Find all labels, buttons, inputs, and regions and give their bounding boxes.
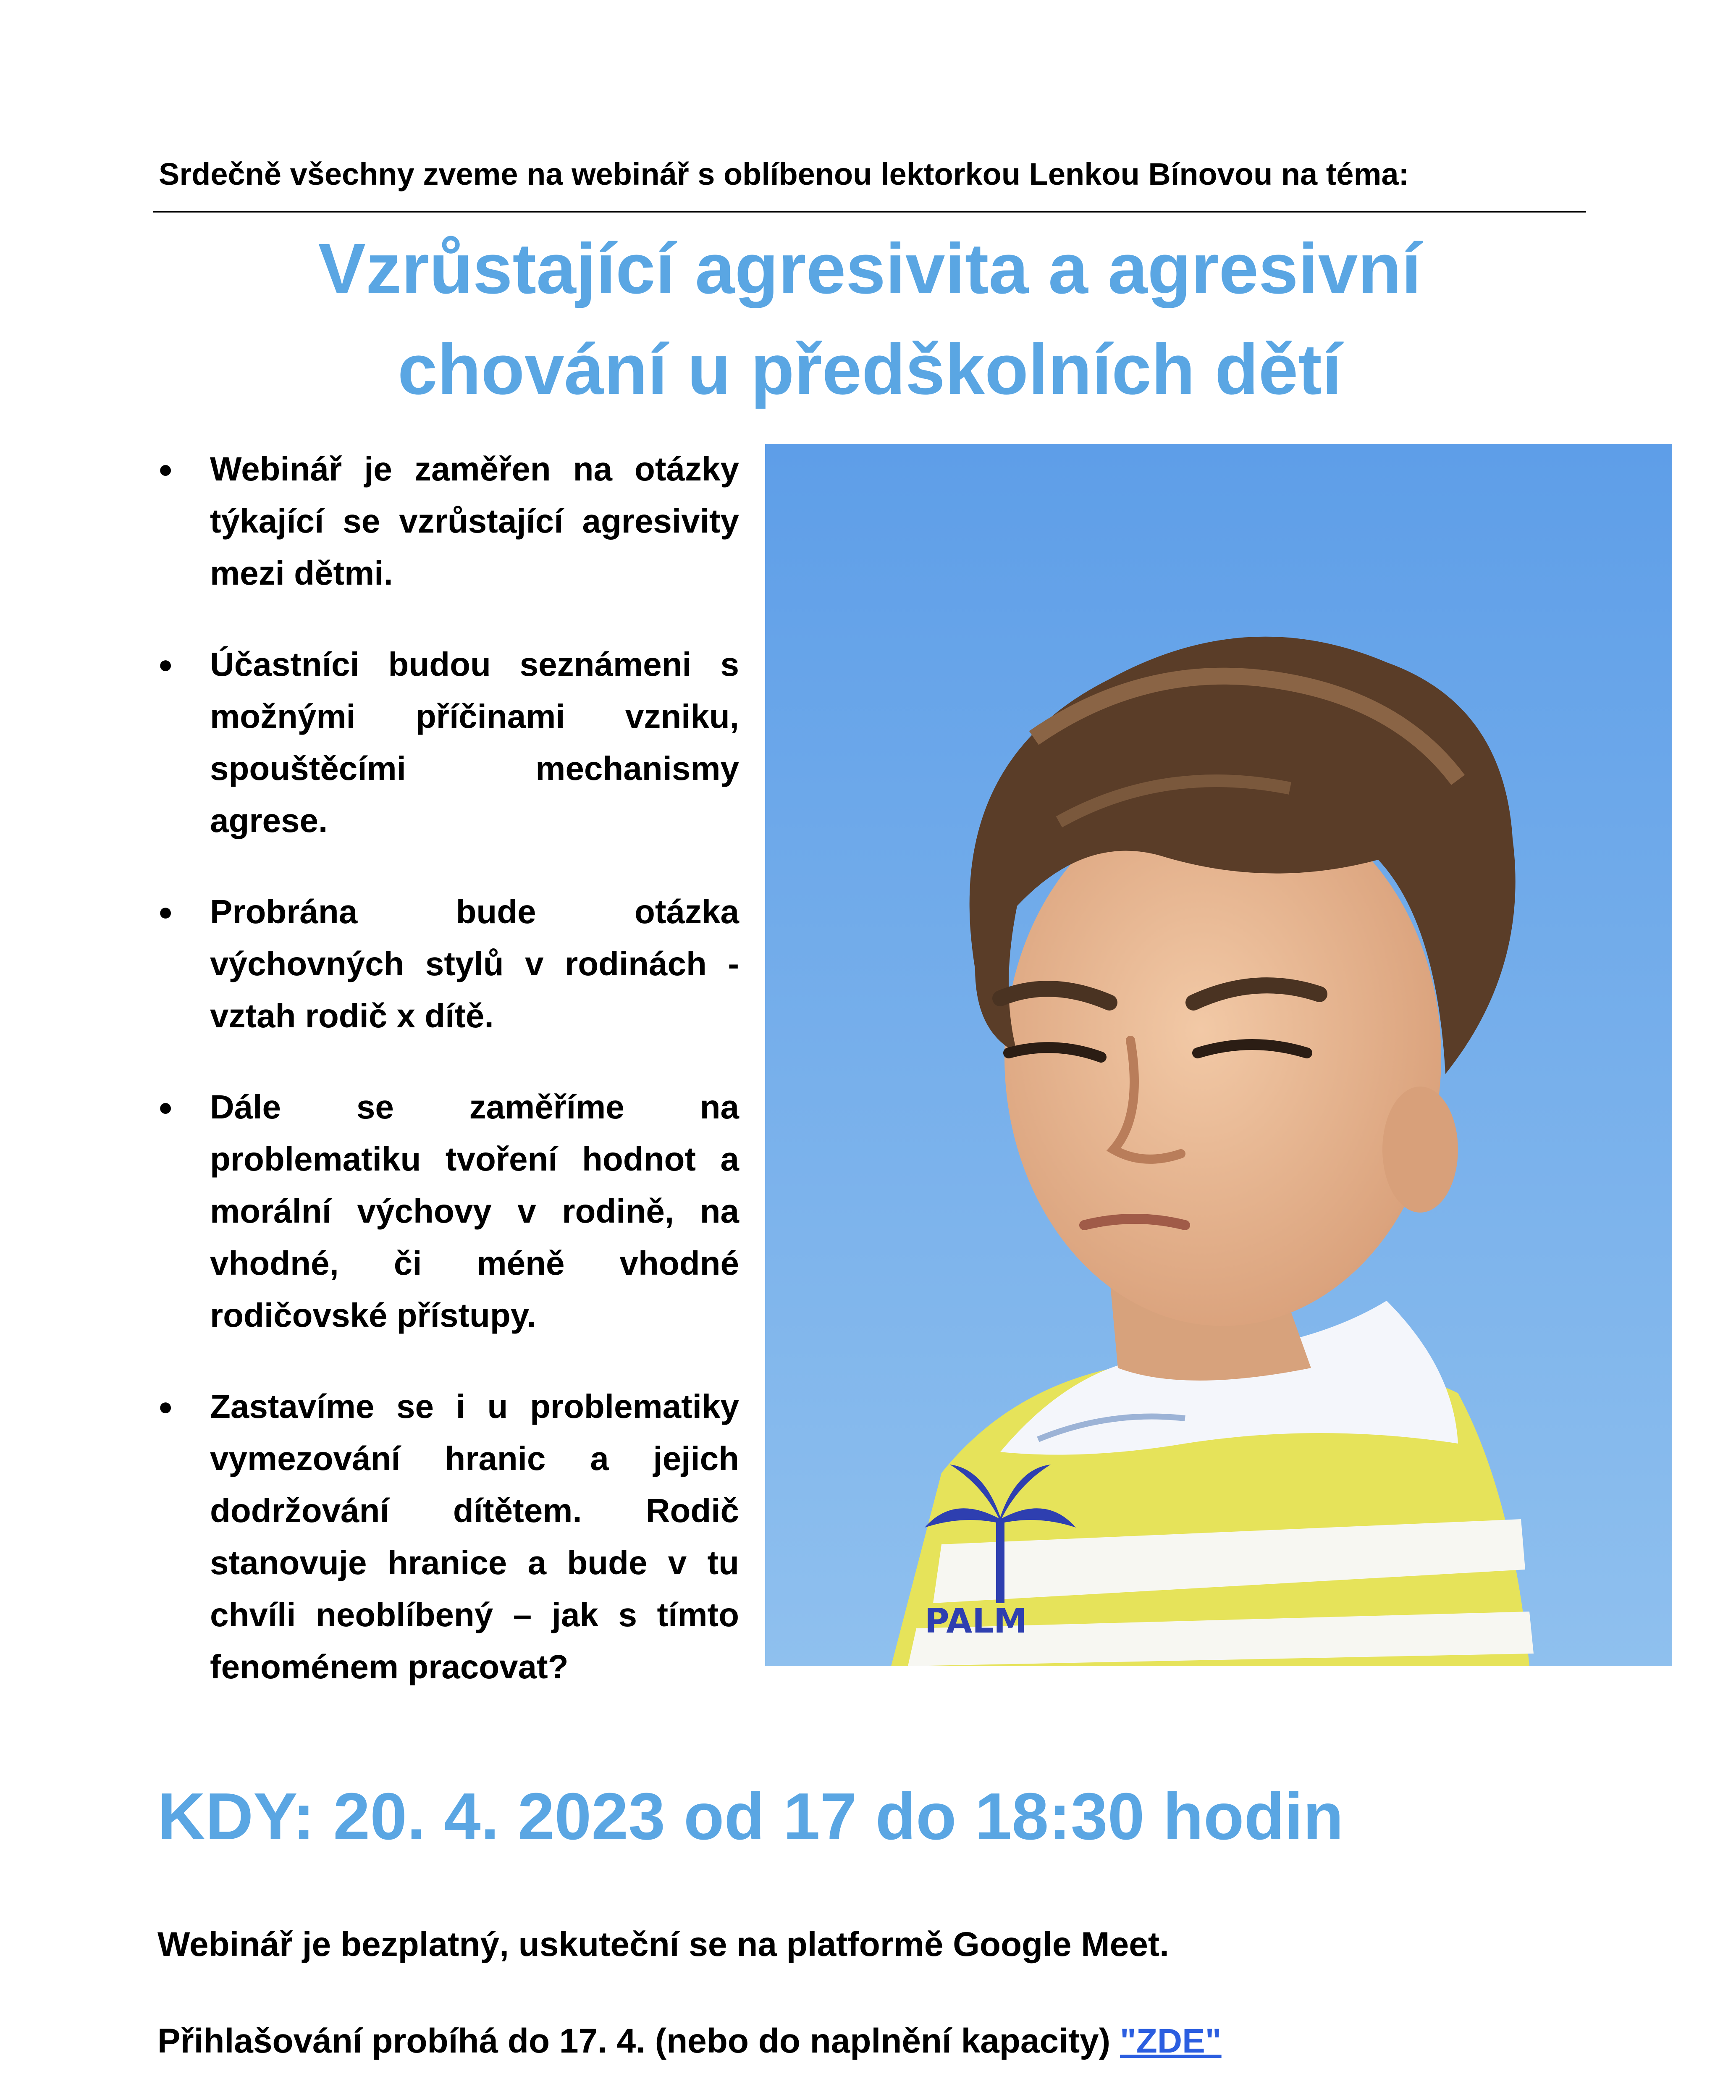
title-line-1: Vzrůstající agresivita a agresivní xyxy=(318,229,1421,309)
event-date-time: KDY: 20. 4. 2023 od 17 do 18:30 hodin xyxy=(157,1780,1344,1853)
page-title xyxy=(153,218,1586,420)
title-line-2: chování u předškolních dětí xyxy=(397,330,1342,410)
child-portrait-icon xyxy=(765,444,1672,1666)
child-portrait-photo xyxy=(765,444,1672,1666)
list-item: ● Webinář je zaměřen na otázky týkající se vzrůstající agresivity mezi dětmi. xyxy=(155,443,739,599)
registration-text: Přihlašování probíhá do 17. 4. (nebo do naplnění kapacity) "ZDE" xyxy=(157,2022,1222,2060)
bullet-icon: ● xyxy=(158,898,173,926)
list-item: ● Účastníci budou seznámeni s možnými příčinami vzniku, spouštěcími mechanismy agrese. xyxy=(155,638,739,847)
registration-link[interactable]: "ZDE" xyxy=(1120,2022,1222,2060)
topic-list xyxy=(155,443,739,1732)
list-item: ● Probrána bude otázka výchovných stylů v rodinách - vztah rodič x dítě. xyxy=(155,886,739,1042)
bullet-icon: ● xyxy=(158,650,173,678)
free-info-text: Webinář je bezplatný, uskuteční se na platformě Google Meet. xyxy=(157,1925,1169,1964)
list-item: ● Zastavíme se i u problematiky vymezování hranic a jejich dodržování dítětem. Rodič stanovuje hranice a bude v tu chvíli neoblíbený – jak s tímto fenoménem pracovat? xyxy=(155,1381,739,1693)
divider xyxy=(153,211,1586,213)
bullet-icon: ● xyxy=(158,1392,173,1420)
intro-text: Srdečně všechny zveme na webinář s oblíbenou lektorkou Lenkou Bínovou na téma: xyxy=(159,157,1409,192)
shirt-print-text: PALM xyxy=(925,1601,1027,1641)
list-item: ● Dále se zaměříme na problematiku tvoření hodnot a morální výchovy v rodině, na vhodné, či méně vhodné rodičovské přístupy. xyxy=(155,1081,739,1341)
bullet-icon: ● xyxy=(158,455,173,483)
bullet-icon: ● xyxy=(158,1093,173,1121)
